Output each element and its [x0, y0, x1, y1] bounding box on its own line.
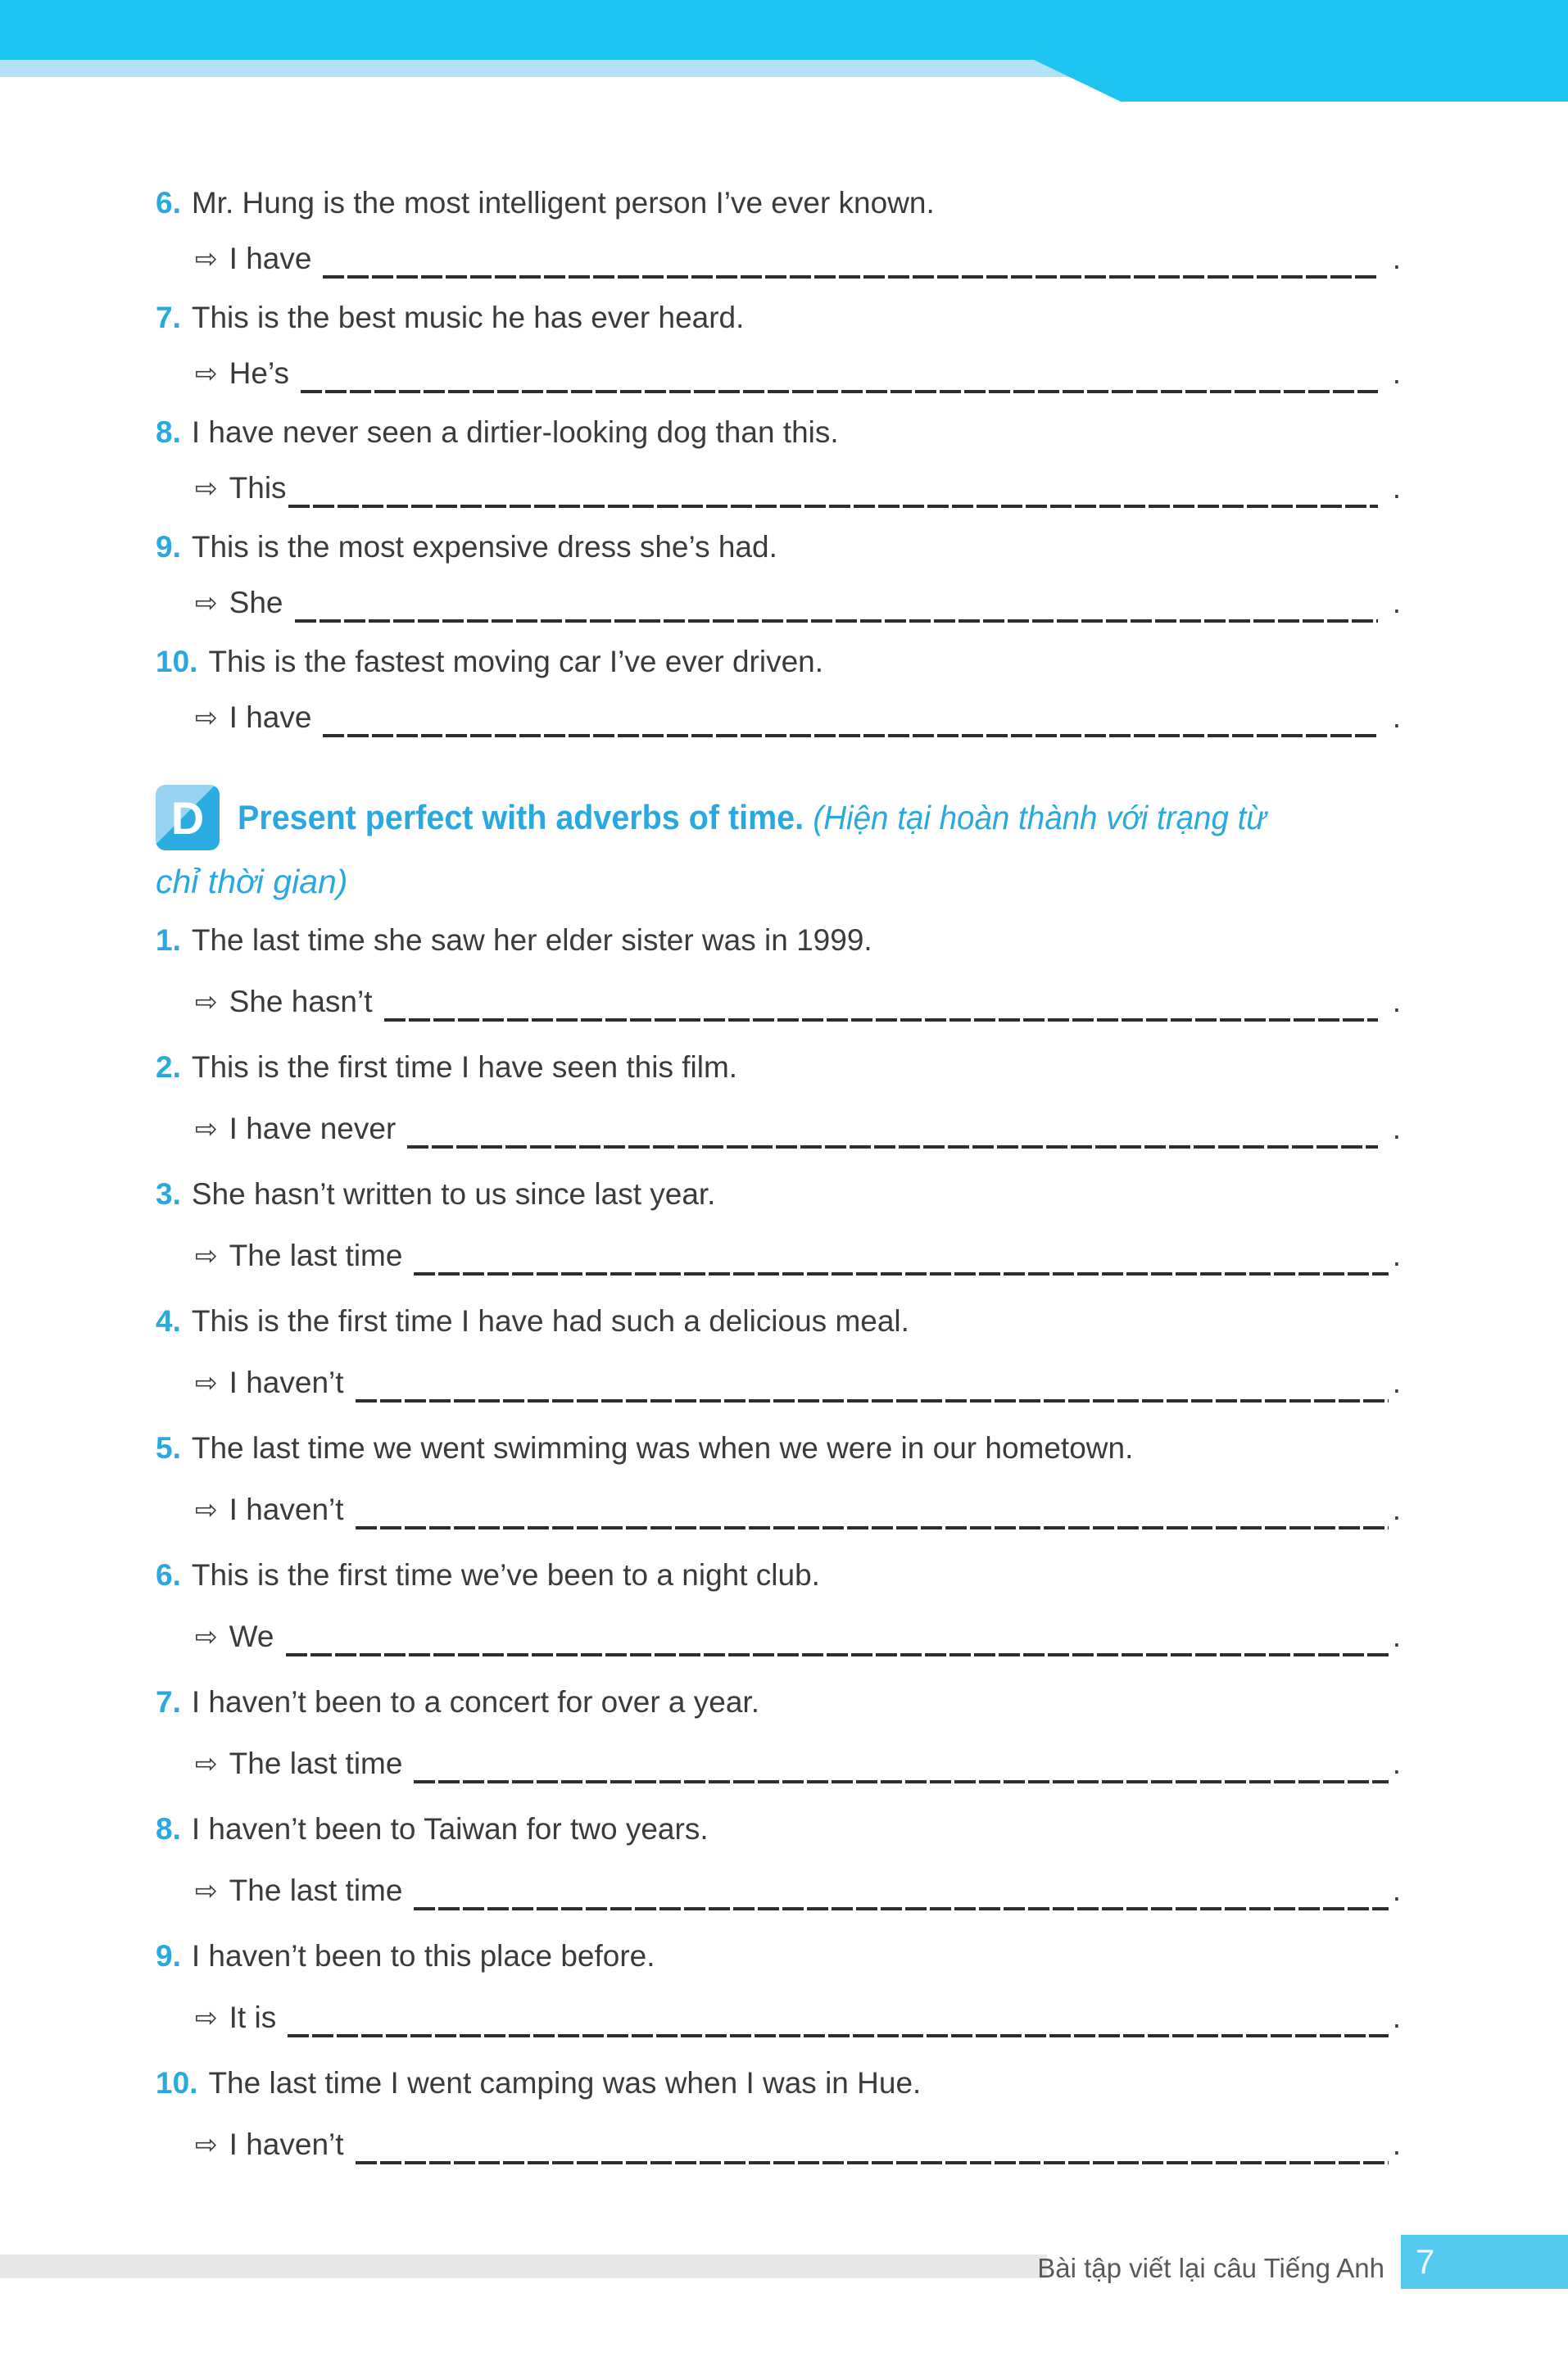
line-end-period: . [1392, 1493, 1401, 1526]
rewrite-prefix: I have [229, 242, 312, 275]
rewrite-line [195, 1617, 1401, 1656]
exercise-item [156, 1937, 1401, 2037]
item-sentence-line [156, 1683, 1401, 1722]
item-sentence-line [156, 2064, 1401, 2103]
line-end-period: . [1392, 1366, 1401, 1399]
line-end-period: . [1392, 2001, 1401, 2034]
rewrite-prefix: She hasn’t [229, 985, 373, 1018]
answer-blank [356, 1366, 1389, 1403]
answer-blank [384, 986, 1378, 1022]
item-sentence: The last time I went camping was when I was in Hue. [208, 2066, 922, 2100]
rewrite-line [195, 982, 1401, 1022]
header-cyan-band [0, 0, 1568, 60]
rewrite-line [195, 698, 1401, 737]
answer-blank [414, 1239, 1388, 1276]
answer-blank [356, 1493, 1389, 1529]
footer-book-title: Bài tập viết lại câu Tiếng Anh [1037, 2253, 1384, 2283]
item-number: 6. [156, 1558, 181, 1592]
item-sentence-line [156, 1302, 1401, 1341]
rewrite-line [195, 1744, 1401, 1783]
rewrite-line [195, 1236, 1401, 1276]
item-sentence-line [156, 184, 1401, 223]
line-end-period: . [1392, 700, 1401, 734]
arrow-icon: ⇨ [195, 1620, 218, 1652]
item-number: 9. [156, 530, 181, 564]
page-number: 7 [1416, 2242, 1435, 2281]
item-sentence: This is the first time we’ve been to a night club. [191, 1558, 820, 1592]
rewrite-prefix: This [229, 471, 287, 505]
line-end-period: . [1392, 1112, 1401, 1145]
item-sentence: Mr. Hung is the most intelligent person I’ve ever known. [191, 186, 935, 220]
item-number: 3. [156, 1177, 181, 1211]
section-d-heading [156, 785, 1401, 850]
rewrite-prefix: I have never [229, 1112, 397, 1145]
answer-blank [295, 587, 1378, 623]
rewrite-line [195, 1363, 1401, 1403]
line-end-period: . [1392, 2128, 1401, 2161]
exercise-item [156, 1048, 1401, 1149]
line-end-period: . [1392, 471, 1401, 505]
arrow-icon: ⇨ [195, 242, 218, 274]
item-sentence: This is the most expensive dress she’s had. [191, 530, 777, 564]
answer-blank [414, 1747, 1388, 1783]
exercise-item [156, 1683, 1401, 1783]
answer-blank [323, 242, 1377, 279]
exercise-item [156, 1429, 1401, 1529]
section-d-title: Present perfect with adverbs of time. [238, 798, 804, 836]
line-end-period: . [1392, 1620, 1401, 1653]
answer-blank [414, 1874, 1388, 1910]
item-sentence: The last time we went swimming was when we were in our hometown. [191, 1431, 1134, 1465]
line-end-period: . [1392, 586, 1401, 619]
item-sentence-line [156, 528, 1401, 567]
answer-blank [288, 2001, 1389, 2037]
rewrite-line [195, 2125, 1401, 2164]
item-number: 8. [156, 415, 181, 449]
section-d-subtitle-part2: chỉ thời gian) [156, 863, 348, 900]
answer-blank [323, 701, 1377, 737]
exercise-item [156, 642, 1401, 737]
item-sentence: I haven’t been to Taiwan for two years. [191, 1812, 709, 1846]
rewrite-line [195, 1109, 1401, 1149]
item-sentence: The last time she saw her elder sister was in 1999. [191, 923, 872, 957]
item-number: 10. [156, 2066, 198, 2100]
section-d-titles [238, 798, 1267, 837]
rewrite-prefix: The last time [229, 1747, 403, 1780]
exercise-item [156, 1302, 1401, 1403]
line-end-period: . [1392, 1747, 1401, 1780]
line-end-period: . [1392, 242, 1401, 275]
item-sentence: This is the first time I have had such a delicious meal. [191, 1304, 909, 1338]
item-sentence: I haven’t been to this place before. [191, 1939, 655, 1973]
item-sentence-line [156, 921, 1401, 960]
item-sentence: I have never seen a dirtier-looking dog than this. [191, 415, 839, 449]
item-sentence: She hasn’t written to us since last year. [191, 1177, 716, 1211]
answer-blank [286, 1620, 1389, 1656]
rewrite-line [195, 469, 1401, 508]
item-number: 6. [156, 186, 181, 220]
item-sentence-line [156, 1556, 1401, 1595]
answer-blank [301, 357, 1378, 393]
arrow-icon: ⇨ [195, 1747, 218, 1779]
rewrite-prefix: It is [229, 2001, 277, 2034]
exercise-item [156, 1810, 1401, 1910]
item-number: 7. [156, 1685, 181, 1719]
page-content [156, 184, 1401, 2191]
answer-blank [407, 1113, 1377, 1149]
item-sentence-line [156, 298, 1401, 338]
arrow-icon: ⇨ [195, 357, 218, 389]
item-sentence-line [156, 1048, 1401, 1087]
line-end-period: . [1392, 356, 1401, 390]
arrow-icon: ⇨ [195, 1239, 218, 1271]
arrow-icon: ⇨ [195, 1366, 218, 1398]
item-sentence-line [156, 1175, 1401, 1214]
rewrite-line [195, 583, 1401, 623]
answer-blank [356, 2128, 1389, 2164]
item-number: 10. [156, 645, 198, 678]
arrow-icon: ⇨ [195, 1113, 218, 1144]
arrow-icon: ⇨ [195, 2128, 218, 2160]
rewrite-prefix: The last time [229, 1239, 403, 1272]
rewrite-line [195, 1871, 1401, 1910]
section-c-items [156, 184, 1401, 737]
item-number: 5. [156, 1431, 181, 1465]
page-number-box [1401, 2235, 1568, 2289]
rewrite-prefix: I haven’t [229, 2128, 344, 2161]
item-sentence: I haven’t been to a concert for over a year. [191, 1685, 759, 1719]
item-number: 2. [156, 1050, 181, 1084]
arrow-icon: ⇨ [195, 587, 218, 619]
section-d-items [156, 921, 1401, 2164]
item-number: 7. [156, 301, 181, 334]
item-sentence: This is the fastest moving car I’ve ever driven. [208, 645, 824, 678]
rewrite-line [195, 354, 1401, 393]
exercise-item [156, 1175, 1401, 1276]
item-number: 4. [156, 1304, 181, 1338]
exercise-item [156, 413, 1401, 508]
rewrite-line [195, 239, 1401, 279]
item-number: 1. [156, 923, 181, 957]
rewrite-line [195, 1490, 1401, 1529]
exercise-item [156, 1556, 1401, 1656]
rewrite-prefix: She [229, 586, 283, 619]
footer-divider-bar [0, 2255, 1047, 2278]
answer-blank [288, 472, 1378, 508]
exercise-item [156, 298, 1401, 393]
rewrite-prefix: He’s [229, 356, 290, 390]
arrow-icon: ⇨ [195, 701, 218, 733]
rewrite-prefix: I haven’t [229, 1493, 344, 1526]
exercise-item [156, 184, 1401, 279]
item-number: 9. [156, 1939, 181, 1973]
line-end-period: . [1392, 1239, 1401, 1272]
rewrite-prefix: I have [229, 700, 312, 734]
section-d-badge: D [156, 785, 220, 850]
item-sentence: This is the best music he has ever heard. [191, 301, 745, 334]
exercise-item [156, 921, 1401, 1022]
item-sentence-line [156, 642, 1401, 682]
item-number: 8. [156, 1812, 181, 1846]
line-end-period: . [1392, 1874, 1401, 1907]
arrow-icon: ⇨ [195, 1493, 218, 1525]
line-end-period: . [1392, 985, 1401, 1018]
rewrite-prefix: I haven’t [229, 1366, 344, 1399]
item-sentence-line [156, 1429, 1401, 1468]
exercise-item [156, 2064, 1401, 2164]
exercise-item [156, 528, 1401, 623]
rewrite-prefix: We [229, 1620, 274, 1653]
arrow-icon: ⇨ [195, 2001, 218, 2033]
arrow-icon: ⇨ [195, 986, 218, 1017]
item-sentence: This is the first time I have seen this film. [191, 1050, 738, 1084]
arrow-icon: ⇨ [195, 1874, 218, 1906]
item-sentence-line [156, 1810, 1401, 1849]
rewrite-line [195, 1998, 1401, 2037]
section-d-subtitle-part1: (Hiện tại hoàn thành với trạng từ [813, 799, 1267, 836]
rewrite-prefix: The last time [229, 1874, 403, 1907]
item-sentence-line [156, 1937, 1401, 1976]
item-sentence-line [156, 413, 1401, 452]
arrow-icon: ⇨ [195, 472, 218, 504]
